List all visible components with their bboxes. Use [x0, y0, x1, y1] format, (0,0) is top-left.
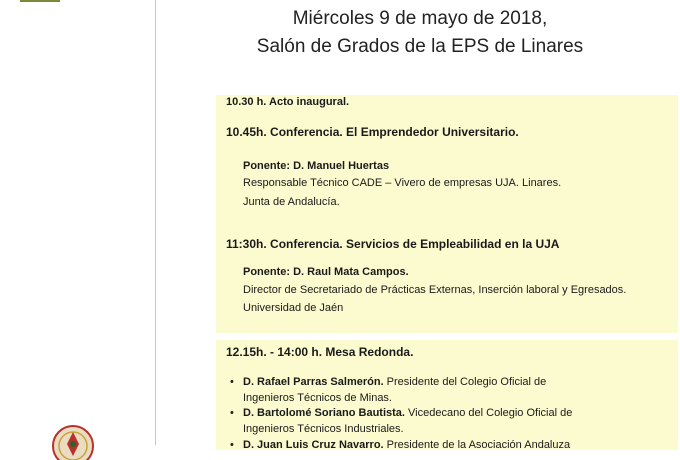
talk1-role: Responsable Técnico CADE – Vivero de empresas UJA. Linares.: [243, 177, 562, 189]
event-date: Miércoles 9 de mayo de 2018,: [292, 8, 548, 29]
event-venue: Salón de Grados de la EPS de Linares: [256, 36, 584, 57]
participant-role: Presidente del Colegio Oficial de: [383, 376, 547, 388]
participant-role: Presidente de la Asociación Andaluza: [383, 439, 571, 451]
talk1-speaker: Ponente: D. Manuel Huertas: [243, 160, 390, 172]
participant-name: D. Bartolomé Soriano Bautista.: [243, 407, 405, 419]
participant-name: D. Rafael Parras Salmerón.: [243, 376, 384, 388]
talk2-role: Director de Secretariado de Prácticas Externas, Inserción laboral y Egresados.: [243, 284, 627, 296]
participant-name: D. Juan Luis Cruz Navarro.: [243, 439, 384, 451]
participant-role-cont: Ingenieros Técnicos Industriales.: [243, 423, 404, 435]
participant-role: Vicedecano del Colegio Oficial de: [404, 407, 573, 419]
university-seal-icon: [48, 420, 98, 460]
participant-role-cont: Ingenieros Técnicos de Minas.: [243, 392, 392, 404]
roundtable-title: 12.15h. - 14:00 h. Mesa Redonda.: [226, 345, 414, 359]
left-top-mark: [20, 0, 60, 2]
talk2-title: 11:30h. Conferencia. Servicios de Empleabilidad en la UJA: [226, 237, 560, 251]
left-column: [0, 0, 155, 445]
talk2-institution: Universidad de Jaén: [243, 302, 344, 314]
talk1-title: 10.45h. Conferencia. El Emprendedor Universitario.: [226, 125, 519, 139]
opening-item: 10.30 h. Acto inaugural.: [226, 96, 350, 108]
talk1-institution: Junta de Andalucía.: [243, 196, 340, 208]
talk2-speaker: Ponente: D. Raul Mata Campos.: [243, 266, 409, 278]
column-divider: [155, 0, 156, 445]
